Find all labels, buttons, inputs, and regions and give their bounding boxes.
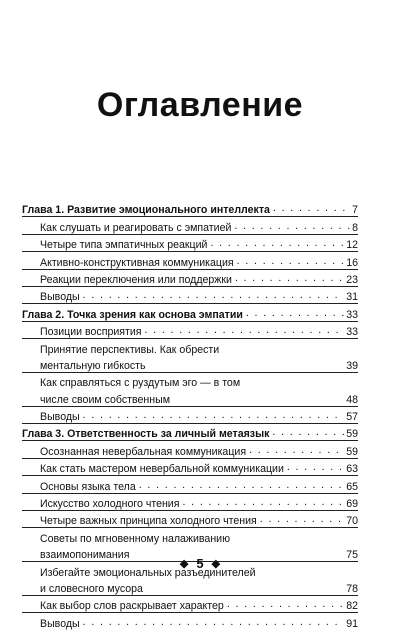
toc-page-number: 63	[346, 463, 358, 476]
toc-entry-title: Выводы	[40, 617, 80, 630]
toc-page-number: 65	[346, 480, 358, 493]
toc-entry-row	[22, 389, 358, 405]
dot-leader	[83, 290, 345, 301]
toc-page-number: 16	[346, 256, 358, 269]
toc-page-number: 39	[346, 359, 358, 372]
diamond-left-icon: ◆	[179, 558, 189, 570]
toc-entry-title: Позиции восприятия	[40, 326, 142, 339]
toc-entry-row	[22, 595, 358, 612]
toc-chapter-row	[22, 423, 358, 440]
toc-page-number: 59	[346, 445, 358, 458]
toc-page-number: 23	[346, 273, 358, 286]
toc-entry-row	[22, 216, 358, 233]
toc-entry-title: Четыре типа эмпатичных реакций	[40, 239, 208, 252]
toc-page-number: 78	[346, 582, 358, 595]
toc-entry-title: Активно-конструктивная коммуникация	[40, 256, 234, 269]
toc-entry-title: Выводы	[40, 411, 80, 424]
dot-leader	[272, 427, 344, 438]
toc-entry-row	[22, 338, 358, 355]
toc-entry-row	[22, 475, 358, 492]
toc-entry-row	[22, 372, 358, 389]
toc-entry-title: Как выбор слов раскрывает характер	[40, 600, 224, 613]
toc-entry-row	[22, 269, 358, 286]
toc-entry-row	[22, 612, 358, 629]
toc-entry-title: Глава 3. Ответственность за личный метаязык	[22, 428, 270, 441]
toc-page-number: 12	[346, 239, 358, 252]
toc-page-number: 70	[346, 515, 358, 528]
toc-page-number: 33	[346, 326, 358, 339]
dot-leader	[273, 203, 350, 214]
toc-page-number: 59	[346, 428, 358, 441]
toc-entry-row	[22, 440, 358, 457]
toc-entry-row	[22, 286, 358, 303]
dot-leader	[182, 497, 344, 508]
dot-leader	[210, 238, 344, 249]
toc-entry-title: Принятие перспективы. Как обрести	[40, 343, 220, 356]
toc-entry-row	[22, 321, 358, 338]
toc-entry-row	[22, 579, 358, 595]
toc-entry-row	[22, 510, 358, 527]
dot-leader	[287, 462, 344, 473]
dot-leader	[260, 514, 344, 525]
toc-entry-title: взаимопонимания	[40, 549, 130, 562]
toc-entry-title: Избегайте эмоциональных разъединителей	[40, 566, 256, 579]
toc-entry-title: Выводы	[40, 291, 80, 304]
toc-page-number: 33	[346, 308, 358, 321]
toc-chapter-row	[22, 200, 358, 216]
toc-page-number: 75	[346, 549, 358, 562]
toc-entry-title: и словесного мусора	[40, 582, 143, 595]
toc-chapter-row	[22, 303, 358, 320]
toc-entry-title: Как слушать и реагировать с эмпатией	[40, 221, 232, 234]
toc-entry-title: Глава 2. Точка зрения как основа эмпатии	[22, 308, 243, 321]
toc-entry-title: Глава 1. Развитие эмоционального интеллекта	[22, 204, 270, 217]
toc-page-number: 8	[352, 221, 358, 234]
toc-page-number: 82	[346, 600, 358, 613]
toc-page-number: 48	[346, 393, 358, 406]
dot-leader	[234, 221, 350, 232]
toc-entry-title: Реакции переключения или поддержки	[40, 273, 232, 286]
toc-page-number: 91	[346, 617, 358, 630]
toc-page-number: 31	[346, 291, 358, 304]
diamond-right-icon: ◆	[211, 558, 221, 570]
toc-entry-row	[22, 458, 358, 475]
toc-entry-title: Четыре важных принципа холодного чтения	[40, 515, 257, 528]
dot-leader	[235, 273, 344, 284]
toc-entry-title: Основы языка тела	[40, 480, 136, 493]
toc-entry-title: Искусство холодного чтения	[40, 498, 180, 511]
toc-entry-title: Как справляться с руздутым эго — в том	[40, 377, 241, 390]
toc-entry-row	[22, 251, 358, 268]
toc-entry-row	[22, 406, 358, 423]
dot-leader	[83, 410, 345, 421]
toc-entry-title: ментальную гибкость	[40, 359, 146, 372]
toc-entry-title: Советы по мгновенному налаживанию	[40, 532, 231, 545]
toc-entry-row	[22, 234, 358, 251]
toc-page-number: 7	[352, 204, 358, 217]
dot-leader	[83, 617, 345, 628]
page-footer	[0, 556, 400, 571]
toc-entry-title: Осознанная невербальная коммуникация	[40, 445, 247, 458]
page-title: Оглавление	[96, 86, 304, 124]
dot-leader	[145, 325, 345, 336]
page-number: 5	[196, 556, 204, 571]
toc-page-number: 57	[346, 411, 358, 424]
toc-entry-row	[22, 356, 358, 372]
dot-leader	[139, 480, 344, 491]
dot-leader	[227, 599, 344, 610]
toc-entry-row	[22, 527, 358, 544]
dot-leader	[246, 308, 344, 319]
dot-leader	[249, 445, 344, 456]
toc-entry-title: числе своим собственным	[40, 393, 170, 406]
toc-entry-row	[22, 493, 358, 510]
toc-page-number: 69	[346, 498, 358, 511]
toc-entry-title: Как стать мастером невербальной коммуникации	[40, 463, 284, 476]
dot-leader	[237, 256, 345, 267]
